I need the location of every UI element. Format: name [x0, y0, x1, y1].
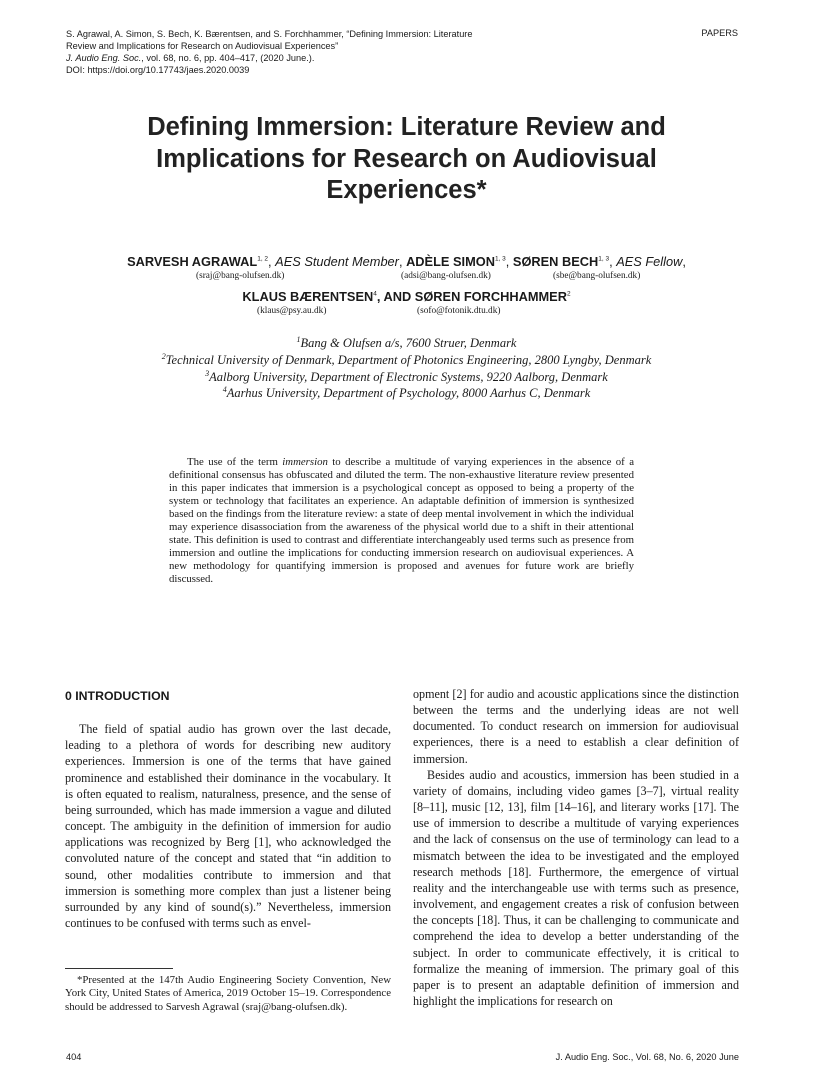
affiliation-sup: 2	[161, 352, 166, 361]
title-line-2: Implications for Research on Audiovisual	[156, 144, 657, 173]
abstract-term: immersion	[282, 456, 328, 468]
affiliation-sup: 3	[205, 369, 210, 378]
author-email[interactable]: (sbe@bang-olufsen.dk)	[553, 271, 641, 281]
author-name: SØREN FORCHHAMMER	[414, 289, 567, 304]
author-email[interactable]: (sraj@bang-olufsen.dk)	[196, 271, 285, 281]
affiliation-text: Aarhus University, Department of Psychology, 8000 Aarhus C, Denmark	[226, 386, 591, 401]
abstract-lead: The use of the term	[187, 456, 283, 468]
running-header-citation	[66, 28, 536, 76]
footer-journal: J. Audio Eng. Soc., Vol. 68, No. 6, 2020 June	[555, 1052, 739, 1062]
body-paragraph: opment [2] for audio and acoustic applications since the distinction between the terms and the underlying ideas are not well documented. To conduct research on immersion for audiovisual experiences, there is a need to establish a clear definition of immersion.	[413, 687, 739, 766]
page-number: 404	[66, 1052, 82, 1062]
footnote-rule	[65, 968, 173, 969]
title-line-3: Experiences*	[326, 176, 487, 204]
affiliation-text: Aalborg University, Department of Electronic Systems, 9220 Aalborg, Denmark	[209, 370, 608, 385]
author-name: ADÈLE SIMON	[406, 254, 495, 269]
section-label: PAPERS	[701, 28, 738, 38]
affiliation	[0, 385, 813, 401]
author-line-1: SARVESH AGRAWAL$^{1, 2}$, AES Student Member, ADÈLE SIMON$^{1, 3}$, SØREN BECH$^{1, 3}$, AES Fellow,	[127, 254, 686, 269]
author-affil-sup: 1, 3	[598, 255, 610, 263]
section-heading: 0 INTRODUCTION	[65, 689, 170, 703]
author-name: KLAUS BÆRENTSEN	[242, 289, 374, 304]
affiliation	[0, 335, 813, 351]
citation-doi[interactable]: DOI: https://doi.org/10.17743/jaes.2020.0039	[66, 65, 250, 75]
body-paragraph: Besides audio and acoustics, immersion has been studied in a variety of domains, including video games [3–7], virtual reality [8–11], music [12, 13], film [14–16], and literary works [17]. The use of immersion to describe a multitude of varying experiences and the lack of consensus on the use of terminology can lead to a mismatch between the idea to be investigated and the employed research methods [18]. Furthermore, the emergence of virtual reality and the interchangeable use with terms such as presence, involvement, and engagement creates a risk of confusion between the concepts [18]. Thus, it can be challenging to communicate and comprehend the idea to develop a better understanding of the subject. In order to communicate effectively, it is critical to formalize the meaning of immersion. The primary goal of this paper is to present an adaptable definition of immersion and highlight the implications for research on	[413, 767, 739, 1008]
citation-journal: J. Audio Eng. Soc.	[66, 53, 142, 63]
footnote: *Presented at the 147th Audio Engineering Society Convention, New York City, United States of America, 2019 October 15–19. Correspondence should be addressed to Sarvesh Agrawal (sraj@bang-olufsen.dk).	[65, 974, 391, 1013]
body-paragraph: The field of spatial audio has grown over the last decade, leading to a plethora of words for describing new auditory experiences. Immersion is one of the terms that have gained prominence and established their dominance in the vocabulary. It is often equated to realism, naturalness, presence, and the sense of being surrounded, which has made immersion a vague and diluted concept. The ambiguity in the definition of immersion for audio applications was recognized by Berg [1], who acknowledged the convoluted nature of the concept and stated that “in addition to sound, other modalities contribute to immersion and that immersion is something more complex than just a listener being surrounded by any kind of sound(s).” Nevertheless, immersion continues to be confused with terms such as envel-	[65, 722, 391, 931]
paper-title	[0, 112, 813, 207]
citation-line-1: S. Agrawal, A. Simon, S. Bech, K. Bærentsen, and S. Forchhammer, “Defining Immersion: Literature	[66, 29, 473, 39]
affiliation-text: Bang & Olufsen a/s, 7600 Struer, Denmark	[300, 336, 517, 351]
body-column-right	[413, 686, 739, 1009]
title-line-1: Defining Immersion: Literature Review and	[147, 113, 666, 141]
author-name: SØREN BECH	[512, 254, 599, 269]
author-name: SARVESH AGRAWAL	[127, 254, 258, 269]
body-column-left	[65, 686, 391, 931]
author-affil-sup: 4	[373, 290, 377, 298]
affiliation	[0, 369, 813, 385]
abstract	[169, 456, 634, 586]
author-membership: AES Fellow	[616, 254, 683, 269]
affiliation-sup: 4	[222, 385, 227, 394]
citation-volume: , vol. 68, no. 6, pp. 404–417, (2020 June.).	[141, 53, 315, 63]
citation-line-3	[66, 52, 536, 64]
author-line-2	[0, 289, 813, 304]
affiliation-sup: 1	[296, 335, 301, 344]
author-email[interactable]: (adsi@bang-olufsen.dk)	[401, 271, 491, 281]
affiliation-text: Technical University of Denmark, Department of Photonics Engineering, 2800 Lyngby, Denmark	[165, 353, 652, 368]
author-email[interactable]: (sofo@fotonik.dtu.dk)	[417, 306, 501, 316]
author-membership: AES Student Member	[275, 254, 399, 269]
abstract-body: to describe a multitude of varying experiences in the absence of a definitional consensus has obfuscated and diluted the term. The non-exhaustive literature review presented in this paper indicates that immersion is a psychological concept as opposed to being a property of the system or technology that facilitates an experience. An adaptable definition of immersion is synthesized based on the findings from the literature review: a state of deep mental involvement in which the individual may experience disassociation from the awareness of the physical world due to a shift in their attentional state. This definition is used to contrast and differentiate interchangeably used terms such as presence from immersion and outline the implications for conducting immersion research on audiovisual experiences. A new methodology for quantifying immersion is proposed and avenues for future work are briefly discussed.	[169, 456, 634, 585]
citation-line-2: Review and Implications for Research on Audiovisual Experiences”	[66, 41, 339, 51]
affiliation	[0, 352, 813, 368]
author-affil-sup: 1, 3	[494, 255, 506, 263]
author-email[interactable]: (klaus@psy.au.dk)	[257, 306, 327, 316]
author-affil-sup: 2	[566, 290, 571, 298]
author-affil-sup: 1, 2	[257, 255, 269, 263]
author-conjunction: , AND	[376, 289, 415, 304]
